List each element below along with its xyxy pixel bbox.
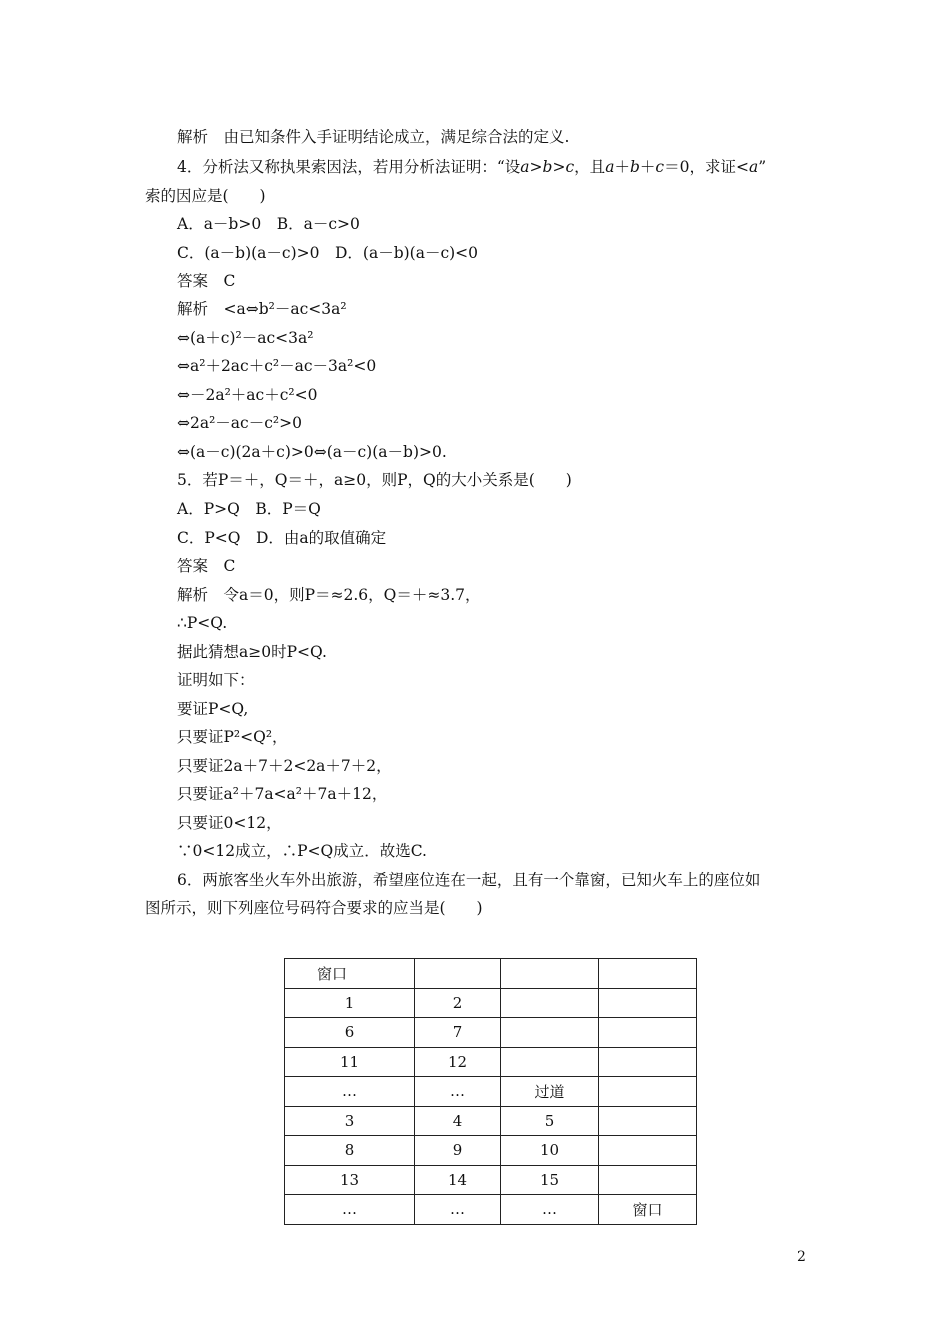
question-4-analysis-3: ⇔a²＋2ac＋c²－ac－3a²<0 [177, 357, 377, 375]
question-5-analysis-1: 解析 令a＝0，则P＝≈2.6，Q＝＋≈3.7， [177, 586, 481, 604]
table-row [285, 1047, 697, 1077]
question-5-options-cd: C．P<Q D．由a的取值确定 [177, 529, 387, 547]
question-4-answer: 答案 C [177, 272, 236, 290]
table-cell [415, 959, 501, 989]
table-cell [501, 988, 599, 1018]
table-row [285, 1165, 697, 1195]
table-cell: 4 [415, 1106, 501, 1136]
question-5-analysis-5: 要证P<Q, [177, 700, 249, 718]
question-4-analysis-6: ⇔(a－c)(2a＋c)>0⇔(a－c)(a－b)>0. [177, 443, 447, 461]
table-row [285, 988, 697, 1018]
table-cell: 8 [285, 1136, 415, 1166]
question-4-options-ab: A．a－b>0 B．a－c>0 [177, 215, 360, 233]
table-cell: 6 [285, 1018, 415, 1048]
table-cell: 9 [415, 1136, 501, 1166]
table-cell: … [285, 1195, 415, 1225]
table-cell: 2 [415, 988, 501, 1018]
table-cell [599, 1106, 697, 1136]
question-5-answer: 答案 C [177, 557, 236, 575]
table-cell [599, 1018, 697, 1048]
table-cell: 5 [501, 1106, 599, 1136]
table-cell: … [415, 1195, 501, 1225]
table-cell [501, 1047, 599, 1077]
analysis-q3: 解析 由已知条件入手证明结论成立，满足综合法的定义. [177, 128, 570, 146]
table-row [285, 959, 697, 989]
table-cell: 10 [501, 1136, 599, 1166]
table-row [285, 1136, 697, 1166]
table-cell [599, 1165, 697, 1195]
table-cell: 过道 [501, 1077, 599, 1107]
table-cell: 11 [285, 1047, 415, 1077]
table-cell: 窗口 [599, 1195, 697, 1225]
table-row [285, 1106, 697, 1136]
table-cell: 14 [415, 1165, 501, 1195]
table-cell [599, 1047, 697, 1077]
table-cell: 窗口 [285, 959, 415, 989]
question-5-analysis-3: 据此猜想a≥0时P<Q. [177, 643, 327, 661]
table-cell: … [285, 1077, 415, 1107]
seat-table [284, 958, 697, 1225]
question-5-analysis-9: 只要证0<12， [177, 814, 282, 832]
table-cell [599, 988, 697, 1018]
table-cell [599, 959, 697, 989]
question-5-analysis-10: ∵0<12成立，∴P<Q成立．故选C. [177, 842, 427, 860]
question-4-analysis-1: 解析 <a⇔b²－ac<3a² [177, 300, 347, 318]
table-cell: … [415, 1077, 501, 1107]
question-5: 5．若P＝＋，Q＝＋，a≥0，则P，Q的大小关系是( ) [177, 471, 572, 489]
table-cell: … [501, 1195, 599, 1225]
table-row [285, 1077, 697, 1107]
table-cell [599, 1077, 697, 1107]
table-row [285, 1018, 697, 1048]
question-6-line1: 6．两旅客坐火车外出旅游，希望座位连在一起，且有一个靠窗，已知火车上的座位如 [177, 871, 761, 889]
table-cell: 13 [285, 1165, 415, 1195]
question-5-analysis-6: 只要证P²<Q²， [177, 728, 288, 746]
table-cell: 3 [285, 1106, 415, 1136]
table-cell: 7 [415, 1018, 501, 1048]
table-cell: 1 [285, 988, 415, 1018]
question-5-analysis-2: ∴P<Q. [177, 614, 228, 632]
page-number: 2 [797, 1249, 806, 1265]
question-6-line2: 图所示，则下列座位号码符合要求的应当是( ) [145, 899, 483, 917]
question-5-options-ab: A．P>Q B．P＝Q [177, 500, 321, 518]
table-cell [501, 1018, 599, 1048]
table-cell: 15 [501, 1165, 599, 1195]
table-row [285, 1195, 697, 1225]
question-4-analysis-5: ⇔2a²－ac－c²>0 [177, 414, 302, 432]
question-5-analysis-4: 证明如下： [177, 671, 255, 689]
question-4-analysis-4: ⇔－2a²＋ac＋c²<0 [177, 386, 318, 404]
question-4-analysis-2: ⇔(a＋c)²－ac<3a² [177, 329, 314, 347]
question-4-line1: 4．分析法又称执果索因法，若用分析法证明：“设a>b>c，且a＋b＋c＝0，求证<a” [177, 158, 767, 176]
question-5-analysis-8: 只要证a²＋7a<a²＋7a＋12， [177, 785, 388, 803]
question-5-analysis-7: 只要证2a＋7＋2<2a＋7＋2， [177, 757, 392, 775]
table-cell [501, 959, 599, 989]
table-cell: 12 [415, 1047, 501, 1077]
question-4-line2: 索的因应是( ) [145, 187, 266, 205]
question-4-options-cd: C．(a－b)(a－c)>0 D．(a－b)(a－c)<0 [177, 244, 479, 262]
table-cell [599, 1136, 697, 1166]
